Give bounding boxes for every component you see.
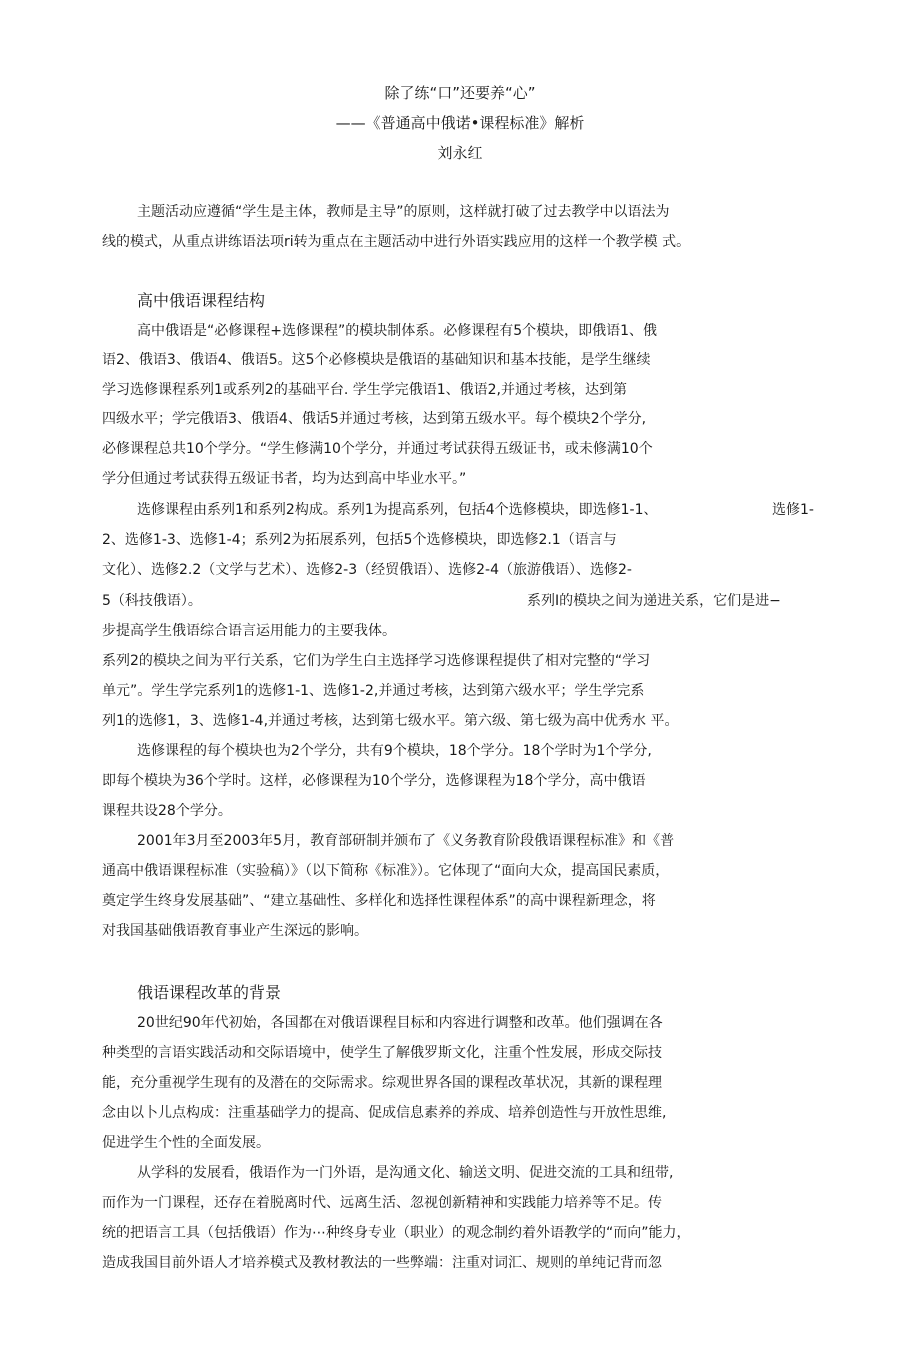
- document-author: 刘永红: [437, 144, 483, 162]
- paragraph-line: 促进学生个性的全面发展。: [102, 1135, 270, 1151]
- paragraph-line: 单元”。学生学完系列1的选修1-1、选修1-2,并通过考核，达到第六级水平；学生学完系: [102, 683, 645, 699]
- paragraph-line: 选修1-: [772, 502, 814, 518]
- paragraph-line: 奠定学生终身发展基础”、“建立基础性、多样化和选择性课程体系”的高中课程新理念，将: [102, 893, 656, 909]
- paragraph-line: 选修课程由系列1和系列2构成。系列1为提高系列，包括4个选修模块，即选修1-1、: [137, 502, 658, 518]
- paragraph-line: 文化）、选修2.2（文学与艺术）、选修2-3（经贸俄语）、选修2-4（旅游俄语）、选修2-: [102, 562, 632, 578]
- paragraph-line: 课程共设28个学分。: [102, 803, 232, 819]
- paragraph-line: 种类型的言语实践活动和交际语境中，使学生了解俄罗斯文化，注重个性发展，形成交际技: [102, 1045, 662, 1061]
- paragraph-line: 步提高学生俄语综合语言运用能力的主要我体。: [102, 623, 396, 639]
- paragraph-line: 语2、俄语3、俄语4、俄语5。这5个必修模块是俄语的基础知识和基本技能，是学生继续: [102, 352, 651, 368]
- paragraph-line: 能，充分重视学生现有的及潜在的交际需求。综观世界各国的课程改革状况，其新的课程理: [102, 1075, 662, 1091]
- paragraph-line: 四级水平；学完俄语3、俄语4、俄话5并通过考核，达到第五级水平。每个模块2个学分,: [102, 411, 647, 427]
- paragraph-line: 列1的选修1，3、选修1-4,并通过考核，达到第七级水平。第六级、第七级为高中优秀水 平。: [102, 713, 679, 729]
- paragraph-line: 从学科的发展看，俄语作为一门外语，是沟通文化、输送文明、促进交流的工具和纽带,: [137, 1165, 674, 1181]
- paragraph-line: 必修课程总共10个学分。“学生修满10个学分，并通过考试获得五级证书，或未修满10个: [102, 441, 653, 457]
- paragraph-line: 学习选修课程系列1或系列2的基础平台. 学生学完俄语1、俄语2,并通过考核，达到第: [102, 382, 627, 398]
- paragraph-line: 主题活动应遵循“学生是主体，教师是主导”的原则，这样就打破了过去教学中以语法为: [137, 204, 670, 220]
- paragraph-line: 系列2的模块之间为平行关系，它们为学生白主选择学习选修课程提供了相对完整的“学习: [102, 653, 651, 669]
- paragraph-line: 学分但通过考试获得五级证书者，均为达到高中毕业水平。”: [102, 471, 467, 487]
- paragraph-line: 对我国基础俄语教育事业产生深远的影响。: [102, 923, 368, 939]
- document-title: 除了练“口”还要养“心”: [384, 84, 536, 102]
- paragraph-line: 造成我国目前外语人才培养模式及教材教法的一些弊端：注重对词汇、规则的单纯记背而忽: [102, 1255, 662, 1271]
- paragraph-line: 2、选修1-3、选修1-4；系列2为拓展系列，包括5个选修模块，即选修2.1（语言与: [102, 532, 617, 548]
- paragraph-line: 通高中俄语课程标准（实验稿）》（以下简称《标准》）。它体现了“面向大众，提高国民素质，: [102, 863, 670, 879]
- paragraph-line: 5（科技俄语）。: [102, 593, 202, 609]
- section-heading: 高中俄语课程结构: [137, 291, 266, 310]
- paragraph-line: 念由以卜儿点构成：注重基础学力的提高、促成信息素养的养成、培养创造性与开放性思维,: [102, 1105, 667, 1121]
- paragraph-line: 即每个模块为36个学时。这样，必修课程为10个学分，选修课程为18个学分，高中俄语: [102, 773, 646, 789]
- paragraph-line: 线的模式，从重点讲练语法项ri转为重点在主题活动中进行外语实践应用的这样一个教学模 式。: [102, 234, 691, 250]
- paragraph-line: 高中俄语是“必修课程+选修课程”的模块制体系。必修课程有5个模块，即俄语1、俄: [137, 323, 658, 339]
- section-heading: 俄语课程改革的背景: [137, 983, 282, 1002]
- paragraph-line: 20世纪90年代初始，各国都在对俄语课程目标和内容进行调整和改革。他们强调在各: [137, 1015, 663, 1031]
- paragraph-line: 2001年3月至2003年5月，教育部研制并颁布了《义务教育阶段俄语课程标准》和《普: [137, 833, 675, 849]
- document-subtitle: ——《普通高中俄诺•课程标准》解析: [335, 114, 585, 132]
- paragraph-line: 而作为一门课程，还存在着脱离时代、远离生活、忽视创新精神和实践能力培养等不足。传: [102, 1195, 662, 1211]
- paragraph-line: 系列I的模块之间为递进关系，它们是进−: [527, 593, 781, 609]
- paragraph-line: 选修课程的每个模块也为2个学分，共有9个模块，18个学分。18个学时为1个学分,: [137, 743, 652, 759]
- paragraph-line: 统的把语言工具（包括俄语）作为⋯种终身专业（职业）的观念制约着外语教学的“而向”能力，: [102, 1225, 691, 1241]
